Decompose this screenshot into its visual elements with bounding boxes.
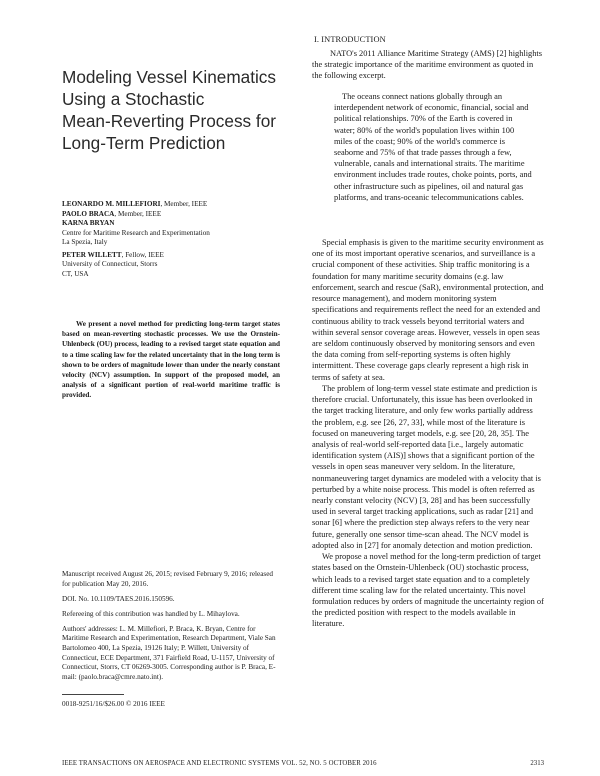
author-group-uconn <box>62 251 282 280</box>
author-entry <box>62 200 282 210</box>
footnote-refereeing: Refereeing of this contribution was handled by L. Mihaylova. <box>62 609 240 618</box>
author-role: , Member, IEEE <box>114 209 162 218</box>
title-line: Modeling Vessel Kinematics <box>62 67 276 87</box>
author-name: LEONARDO M. MILLEFIORI <box>62 200 161 208</box>
journal-name: IEEE TRANSACTIONS ON AEROSPACE AND ELECTRONIC SYSTEMS VOL. 52, NO. 5 OCTOBER 2016 <box>62 760 377 767</box>
author-role: , Fellow, IEEE <box>121 250 164 259</box>
footnotes <box>62 570 280 688</box>
title-line: Using a Stochastic <box>62 89 205 109</box>
page-footer <box>62 760 544 770</box>
footnote-divider <box>62 694 124 695</box>
page-number: 2313 <box>530 760 544 767</box>
section-heading: I. INTRODUCTION <box>314 35 386 44</box>
author-entry <box>62 210 282 220</box>
affiliation-line: La Spezia, Italy <box>62 238 108 246</box>
body-text <box>312 237 544 630</box>
intro-paragraph: NATO's 2011 Alliance Maritime Strategy (AMS) [2] highlights the strategic importance of the maritime environment as quoted in the following excerpt. <box>312 49 543 81</box>
affiliation-line: Centre for Maritime Research and Experimentation <box>62 228 210 237</box>
abstract: We present a novel method for predicting long-term target states based on mean-reverting stochastic processes. We use the Ornstein-Uhlenbeck (OU) process, leading to a revised target state equation and to a time scaling law for the related uncertainty that in the long term is shown to be orders of magnitude lower than under the nearly constant velocity (NCV) assumption. In support of the proposed model, an analysis of a significant portion of real-world maritime traffic is provided. <box>62 320 280 400</box>
author-name: PAOLO BRACA <box>62 209 115 218</box>
issn-copyright: 0018-9251/16/$26.00 © 2016 IEEE <box>62 700 165 708</box>
footnote-manuscript-dates: Manuscript received August 26, 2015; revised February 9, 2016; released for publication May 20, 2016. <box>62 570 273 588</box>
body-paragraph: The problem of long-term vessel state estimate and prediction is therefore crucial. Unfortunately, this issue has been overlooked in the target tracking literature, and only few works partially address the problem, e.g. see [26, 27, 33], while most of the literature is focused on maneuvering target models, e.g. see [20, 28, 35]. The analysis of real-world self-reported data [i.e., largely automatic identification system (AIS)] shows that a significant portion of the vessels in open seas maneuver very seldom. In the literature, nonmaneuvering target dynamics are modeled with a velocity that is perturbed by a white noise process. This model is often referred as nearly constant velocity (NCV) [3, 28] and has been successfully used in several target tracking applications, such as radar [21] and sonar [6] where the prediction step always refers to the very near future, generally one sensor time-scan ahead. The NCV model is adopted also in [27] for anomaly detection and motion prediction. <box>312 383 541 550</box>
paper-title <box>62 66 284 154</box>
title-line: Long-Term Prediction <box>62 133 226 153</box>
body-paragraph: We propose a novel method for the long-term prediction of target states based on the Ornstein-Uhlenbeck (OU) stochastic process, which leads to a revised target state equation and to a completely different time scaling law for the related uncertainty. This novel formulation reduces by orders of magnitude the uncertainty region of the predicted position with respect to the models available in literature. <box>312 552 544 629</box>
author-entry <box>62 251 282 261</box>
affiliation-line: University of Connecticut, Storrs <box>62 260 158 268</box>
author-name: KARNA BRYAN <box>62 219 115 227</box>
author-name: PETER WILLETT <box>62 250 122 259</box>
author-entry <box>62 219 282 229</box>
ams-quote: The oceans connect nations globally through an interdependent network of economic, financial, social and political relationships. 70% of the Earth is covered in water; 80% of the world's population lives within 100 miles of the coast; 90% of the world's commerce is seaborne and 75% of that trade passes through a few, vulnerable, canals and international straits. The maritime environment includes trade routes, choke points, ports, and other infrastructure such as pipelines, oil and natural gas platforms, and trans-oceanic telecommunications cables. <box>334 92 532 202</box>
body-paragraph: Special emphasis is given to the maritime security environment as one of its most important operative scenarios, and surveillance is a crucial component of these activities. Ship traffic monitoring is a foundation for many maritime security domains (e.g. law enforcement, search and rescue (SaR), environmental protection, and resource management), and modern monitoring system specifications and requirements reflect the need for an extended and continuous ability to track vessels beyond territorial waters and within several sensor coverage areas. However, vessels in open seas are seldom continuously observed by monitoring sensors and even the data coming from self-reporting systems is often highly intermittent. These coverage gaps clearly represent a high risk in terms of safety at sea. <box>312 238 544 382</box>
footnote-doi: DOI. No. 10.1109/TAES.2016.150596. <box>62 594 175 603</box>
author-role: , Member, IEEE <box>160 200 208 208</box>
footnote-addresses: Authors' addresses: L. M. Millefiori, P. Braca, K. Bryan, Centre for Maritime Research and Experimentation, Research Department, Viale San Bartolomeo 400, La Spezia, 19126 Italy; P. Willett, University of Connecticut, ECE Department, 371 Fairfield Road, U-1157, University of Connecticut, Storrs, CT 06269-3005. Corresponding author is P. Braca, E-mail: (paolo.braca@cmre.nato.int). <box>62 624 276 681</box>
author-group-cmre <box>62 200 282 248</box>
title-line: Mean-Reverting Process for <box>62 111 276 131</box>
author-list <box>62 200 282 282</box>
affiliation-line: CT, USA <box>62 269 89 278</box>
